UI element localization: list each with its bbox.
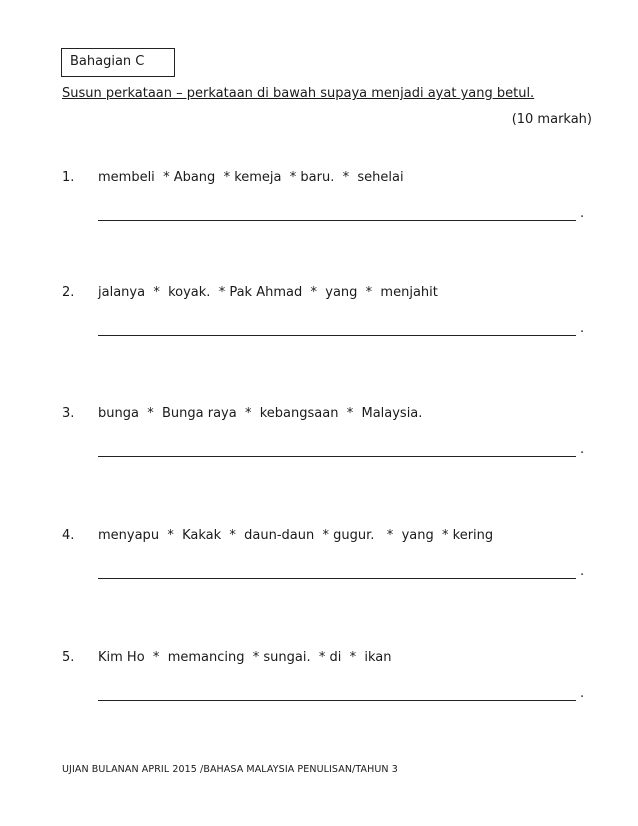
question-number: 4. (62, 528, 75, 543)
answer-end-mark: . (580, 206, 585, 221)
answer-line[interactable] (98, 456, 576, 457)
question-words: bunga * Bunga raya * kebangsaan * Malaysia. (98, 406, 423, 421)
question-words: membeli * Abang * kemeja * baru. * sehelai (98, 170, 404, 185)
question-words: menyapu * Kakak * daun-daun * gugur. * yang * kering (98, 528, 494, 543)
instruction-text: Susun perkataan – perkataan di bawah supaya menjadi ayat yang betul. (62, 86, 535, 101)
answer-line[interactable] (98, 700, 576, 701)
question-number: 2. (62, 285, 75, 300)
section-label: Bahagian C (70, 54, 145, 69)
question-4 (62, 528, 602, 588)
answer-end-mark: . (580, 686, 585, 701)
question-number: 5. (62, 650, 75, 665)
question-words: Kim Ho * memancing * sungai. * di * ikan (98, 650, 392, 665)
question-number: 1. (62, 170, 75, 185)
question-words: jalanya * koyak. * Pak Ahmad * yang * menjahit (98, 285, 438, 300)
answer-end-mark: . (580, 321, 585, 336)
answer-line[interactable] (98, 220, 576, 221)
question-1 (62, 170, 602, 230)
answer-end-mark: . (580, 442, 585, 457)
question-3 (62, 406, 602, 466)
answer-end-mark: . (580, 564, 585, 579)
question-2 (62, 285, 602, 345)
answer-line[interactable] (98, 335, 576, 336)
marks-text: (10 markah) (511, 112, 592, 127)
page-footer: UJIAN BULANAN APRIL 2015 /BAHASA MALAYSIA PENULISAN/TAHUN 3 (62, 764, 398, 775)
answer-line[interactable] (98, 578, 576, 579)
question-number: 3. (62, 406, 75, 421)
question-5 (62, 650, 602, 710)
section-label-box (61, 48, 175, 77)
